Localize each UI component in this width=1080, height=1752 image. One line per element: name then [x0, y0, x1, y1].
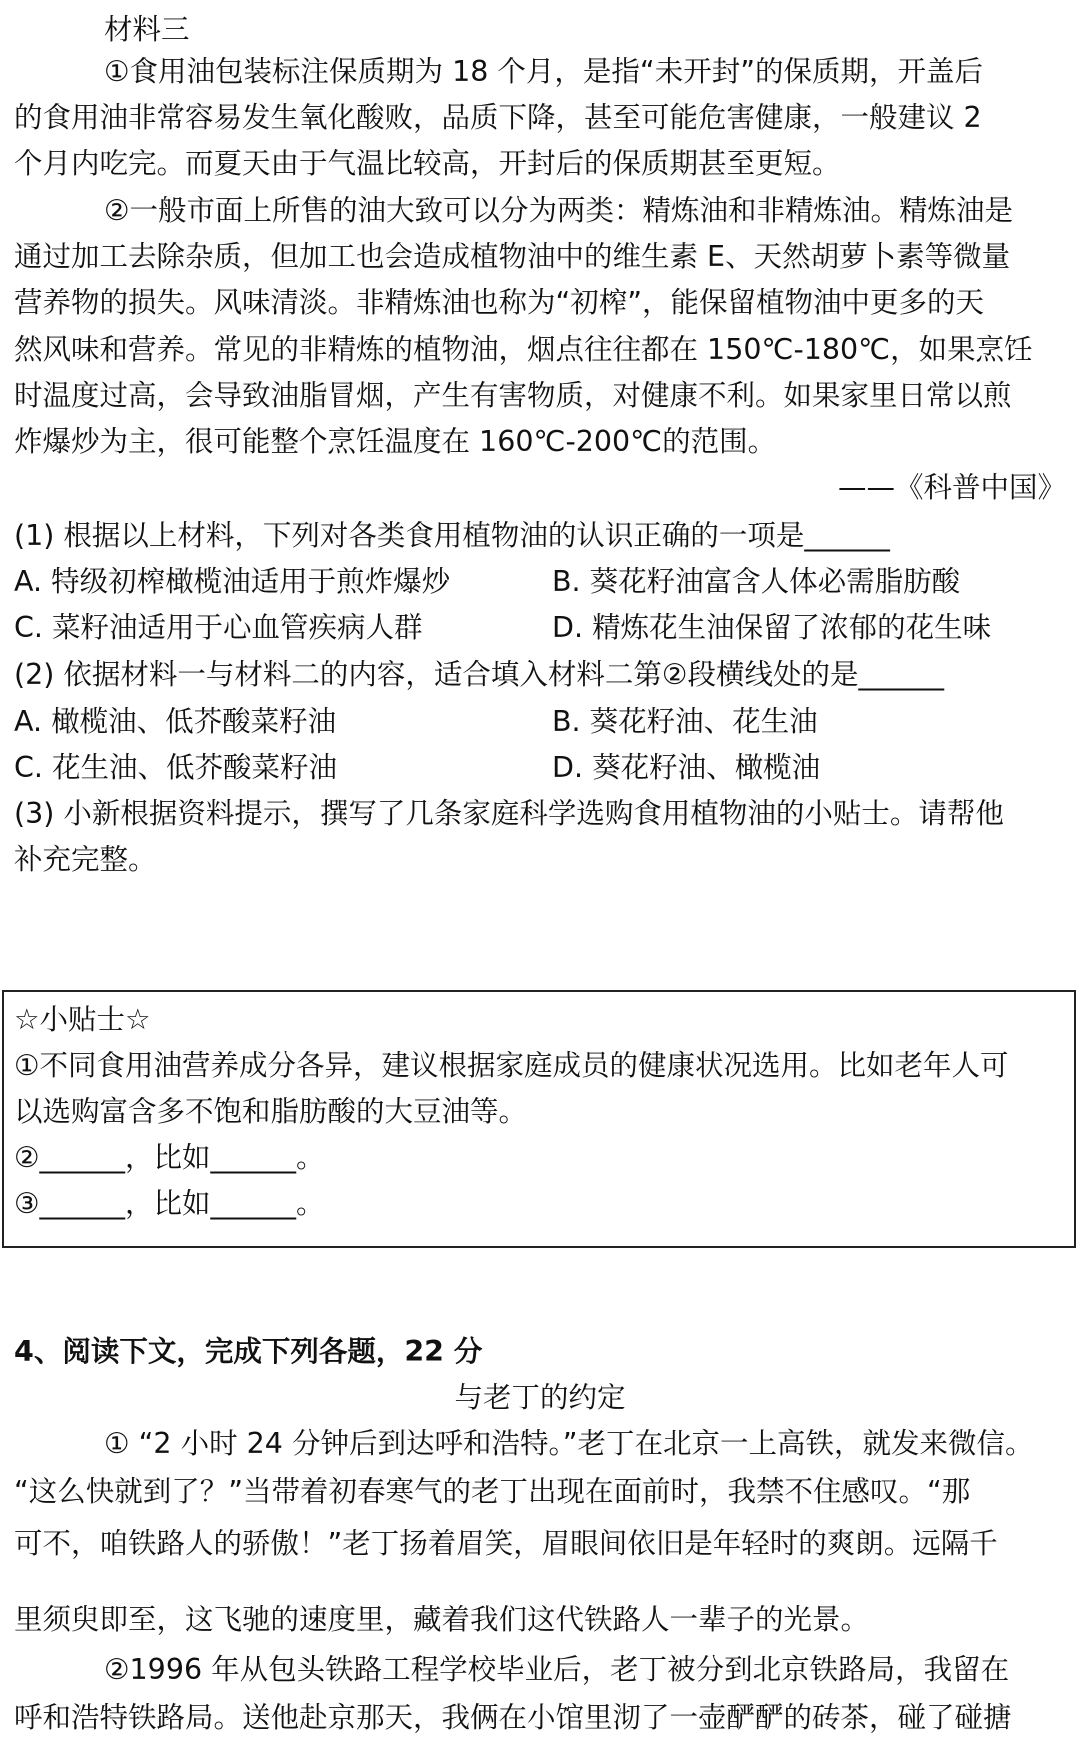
q3-stem-line2: 补充完整。	[14, 843, 157, 876]
q1-option-d: D. 精炼花生油保留了浓郁的花生味	[552, 611, 992, 644]
q1-stem: (1) 根据以上材料，下列对各类食用植物油的认识正确的一项是______	[14, 519, 890, 552]
material3-p2-line2: 通过加工去除杂质，但加工也会造成植物油中的维生素 E、天然胡萝卜素等微量	[14, 240, 1011, 273]
material3-p2-line3: 营养物的损失。风味清淡。非精炼油也称为“初榨”，能保留植物油中更多的天	[14, 286, 985, 319]
material3-p1-line1: ①食用油包装标注保质期为 18 个月，是指“未开封”的保质期，开盖后	[104, 55, 983, 88]
story-p2-line1: ②1996 年从包头铁路工程学校毕业后，老丁被分到北京铁路局，我留在	[104, 1653, 1010, 1686]
tip2-blank: ②______，比如______。	[14, 1141, 325, 1174]
source-citation: ——《科普中国》	[837, 471, 1066, 504]
tip3-blank: ③______，比如______。	[14, 1187, 325, 1220]
q2-stem: (2) 依据材料一与材料二的内容，适合填入材料二第②段横线处的是______	[14, 658, 944, 691]
q2-option-a: A. 橄榄油、低芥酸菜籽油	[14, 705, 337, 738]
story-p1-line3: 可不，咱铁路人的骄傲！”老丁扬着眉笑，眉眼间依旧是年轻时的爽朗。远隔千	[14, 1527, 998, 1560]
tip1-line1: ①不同食用油营养成分各异，建议根据家庭成员的健康状况选用。比如老年人可	[14, 1049, 1009, 1082]
q2-option-c: C. 花生油、低芥酸菜籽油	[14, 751, 338, 784]
story-p1-line4: 里须臾即至，这飞驰的速度里，藏着我们这代铁路人一辈子的光景。	[14, 1603, 870, 1636]
material3-heading: 材料三	[104, 13, 190, 46]
q2-option-b: B. 葵花籽油、花生油	[552, 705, 818, 738]
material3-p1-line2: 的食用油非常容易发生氧化酸败，品质下降，甚至可能危害健康，一般建议 2	[14, 101, 982, 134]
story-title: 与老丁的约定	[454, 1381, 626, 1414]
story-p1-line1: ① “2 小时 24 分钟后到达呼和浩特。”老丁在北京一上高铁，就发来微信。	[104, 1427, 1034, 1460]
material3-p1-line3: 个月内吃完。而夏天由于气温比较高，开封后的保质期甚至更短。	[14, 147, 841, 180]
material3-p2-line1: ②一般市面上所售的油大致可以分为两类：精炼油和非精炼油。精炼油是	[104, 194, 1014, 227]
story-p1-line2: “这么快就到了？”当带着初春寒气的老丁出现在面前时，我禁不住感叹。“那	[14, 1475, 971, 1508]
tip1-line2: 以选购富含多不饱和脂肪酸的大豆油等。	[14, 1095, 528, 1128]
q1-option-a: A. 特级初榨橄榄油适用于煎炸爆炒	[14, 565, 451, 598]
story-p2-line2: 呼和浩特铁路局。送他赴京那天，我俩在小馆里沏了一壶酽酽的砖茶，碰了碰搪	[14, 1701, 1012, 1734]
section4-heading: 4、阅读下文，完成下列各题，22 分	[14, 1335, 483, 1368]
q2-option-d: D. 葵花籽油、橄榄油	[552, 751, 821, 784]
q1-option-c: C. 菜籽油适用于心血管疾病人群	[14, 611, 423, 644]
q1-option-b: B. 葵花籽油富含人体必需脂肪酸	[552, 565, 961, 598]
material3-p2-line5: 时温度过高，会导致油脂冒烟，产生有害物质，对健康不利。如果家里日常以煎	[14, 379, 1012, 412]
q3-stem-line1: (3) 小新根据资料提示，撰写了几条家庭科学选购食用植物油的小贴士。请帮他	[14, 797, 1004, 830]
material3-p2-line4: 然风味和营养。常见的非精炼的植物油，烟点往往都在 150℃-180℃，如果烹饪	[14, 333, 1033, 366]
tips-title: ☆小贴士☆	[14, 1003, 151, 1036]
material3-p2-line6: 炸爆炒为主，很可能整个烹饪温度在 160℃-200℃的范围。	[14, 425, 777, 458]
